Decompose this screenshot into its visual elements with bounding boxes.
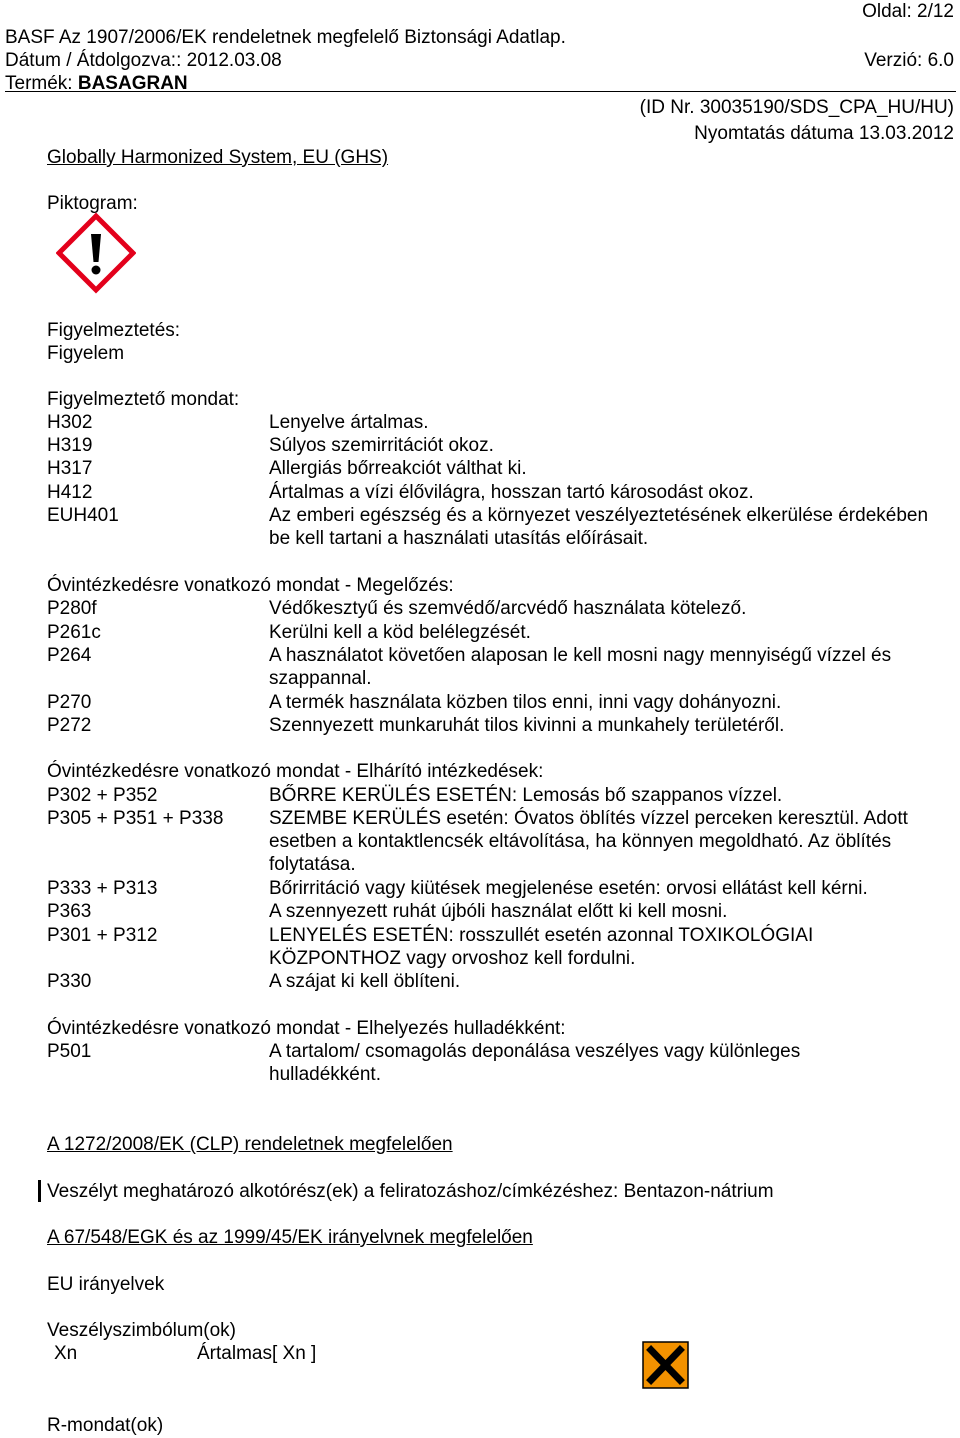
signal-word: Figyelem xyxy=(47,343,125,364)
hazard-symbols-label: Veszélyszimbólum(ok) xyxy=(47,1320,236,1341)
product-name: BASAGRAN xyxy=(77,73,188,94)
header-rule xyxy=(5,91,956,92)
hazard-code: EUH401 xyxy=(47,505,119,526)
hazard-code: H302 xyxy=(47,412,93,433)
precaution-code: P363 xyxy=(47,901,92,922)
hazard-code: H317 xyxy=(47,458,93,479)
page-number: Oldal: 2/12 xyxy=(862,1,954,22)
hazard-text: Lenyelve ártalmas. xyxy=(269,412,429,433)
eu-directives: EU irányelvek xyxy=(47,1274,165,1295)
precaution-text: Szennyezett munkaruhát tilos kivinni a munkahely területéről. xyxy=(269,715,785,736)
signal-word-label: Figyelmeztetés: xyxy=(47,320,181,341)
precaution-text: Kerülni kell a köd belélegzését. xyxy=(269,622,531,643)
change-bar xyxy=(38,1180,41,1202)
ghs07-exclamation-icon xyxy=(56,212,136,294)
precaution-code: P270 xyxy=(47,692,92,713)
header-title: BASF Az 1907/2006/EK rendeletnek megfelelő Biztonsági Adatlap. xyxy=(5,27,566,48)
clp-components: Veszélyt meghatározó alkotórész(ek) a feliratozáshoz/címkézéshez: Bentazon-nátrium xyxy=(47,1181,774,1202)
xn-harmful-cross-icon xyxy=(642,1341,689,1389)
precaution-text: Bőrirritáció vagy kiütések megjelenése esetén: orvosi ellátást kell kérni. xyxy=(269,878,868,899)
product-label: Termék: xyxy=(5,73,78,94)
precaution-code: P261c xyxy=(47,622,101,643)
r-phrases-label: R-mondat(ok) xyxy=(47,1415,164,1436)
precaution-text: A szájat ki kell öblíteni. xyxy=(269,971,461,992)
header-id: (ID Nr. 30035190/SDS_CPA_HU/HU) xyxy=(639,97,954,118)
precaution-text: A tartalom/ csomagolás deponálása veszélyes vagy különleges hulladékként. xyxy=(269,1041,801,1086)
hazard-text: Súlyos szemirritációt okoz. xyxy=(269,435,494,456)
hazard-text: Az emberi egészség és a környezet veszélyeztetésének elkerülése érdekében be kell tartani a használati utasítás előírásait. xyxy=(269,505,929,550)
hazard-symbol-text: Ártalmas[ Xn ] xyxy=(197,1343,317,1364)
header-version: Verzió: 6.0 xyxy=(864,50,954,71)
precaution-text: A szennyezett ruhát újbóli használat előtt ki kell mosni. xyxy=(269,901,728,922)
ghs-title: Globally Harmonized System, EU (GHS) xyxy=(47,147,389,168)
hazard-label: Figyelmeztető mondat: xyxy=(47,389,240,410)
precaution-text: A használatot követően alaposan le kell mosni nagy mennyiségű vízzel és szappannal. xyxy=(269,645,892,690)
precaution-code: P301 + P312 xyxy=(47,925,158,946)
precaution-text: A termék használata közben tilos enni, inni vagy dohányozni. xyxy=(269,692,782,713)
precaution-code: P280f xyxy=(47,598,97,619)
hazard-symbol-code: Xn xyxy=(54,1343,78,1364)
precaution-code: P302 + P352 xyxy=(47,785,158,806)
precaution-code: P272 xyxy=(47,715,92,736)
disposal-label: Óvintézkedésre vonatkozó mondat - Elhelyezés hulladékként: xyxy=(47,1018,566,1039)
precaution-text: LENYELÉS ESETÉN: rosszullét esetén azonnal TOXIKOLÓGIAI KÖZPONTHOZ vagy orvoshoz kell fordulni. xyxy=(269,925,814,970)
prevention-label: Óvintézkedésre vonatkozó mondat - Megelőzés: xyxy=(47,575,454,596)
precaution-code: P333 + P313 xyxy=(47,878,158,899)
precaution-code: P305 + P351 + P338 xyxy=(47,808,224,829)
clp-title: A 1272/2008/EK (CLP) rendeletnek megfelelően xyxy=(47,1134,453,1155)
precaution-text: BŐRRE KERÜLÉS ESETÉN: Lemosás bő szappanos vízzel. xyxy=(269,785,783,806)
hazard-code: H412 xyxy=(47,482,93,503)
precaution-code: P264 xyxy=(47,645,92,666)
precaution-text: Védőkesztyű és szemvédő/arcvédő használata kötelező. xyxy=(269,598,747,619)
pictogram-label: Piktogram: xyxy=(47,193,138,214)
precaution-text: SZEMBE KERÜLÉS esetén: Óvatos öblítés vízzel perceken keresztül. Adott esetben a kontaktlencsék eltávolítása, ha könnyen megoldható. Az öblítés folytatása. xyxy=(269,808,908,876)
precaution-code: P501 xyxy=(47,1041,92,1062)
response-label: Óvintézkedésre vonatkozó mondat - Elhárító intézkedések: xyxy=(47,761,544,782)
header-date: Dátum / Átdolgozva:: 2012.03.08 xyxy=(5,50,282,71)
precaution-code: P330 xyxy=(47,971,92,992)
header-print-date: Nyomtatás dátuma 13.03.2012 xyxy=(694,123,954,144)
dsd-title: A 67/548/EGK és az 1999/45/EK irányelvnek megfelelően xyxy=(47,1227,533,1248)
hazard-text: Allergiás bőrreakciót válthat ki. xyxy=(269,458,527,479)
hazard-text: Ártalmas a vízi élővilágra, hosszan tartó károsodást okoz. xyxy=(269,482,754,503)
hazard-code: H319 xyxy=(47,435,93,456)
